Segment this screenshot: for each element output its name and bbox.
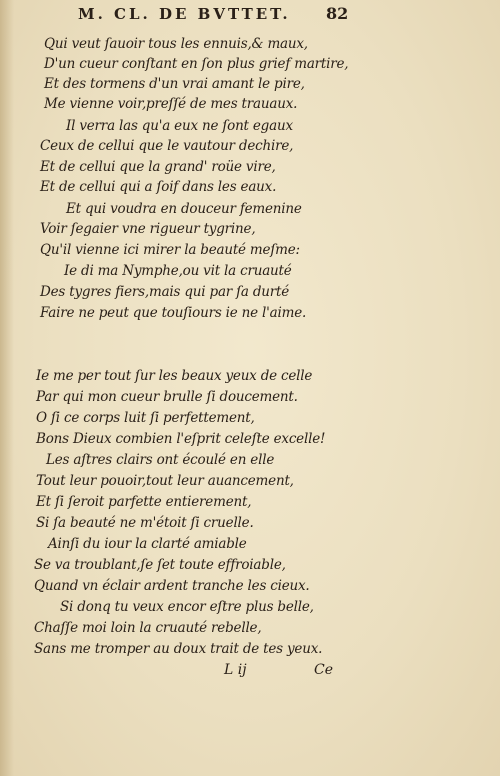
catchword: Ce [314, 662, 333, 678]
verse-line: Et des tormens d'un vrai amant le pire, [44, 76, 305, 92]
verse-line: Par qui mon cueur brulle ſi doucement. [36, 389, 298, 405]
verse-line: Si donq tu veux encor eſtre plus belle, [60, 599, 314, 615]
verse-line: Chaſſe moi loin la cruauté rebelle, [34, 620, 262, 636]
verse-line: Il verra las qu'a eux ne ſont egaux [66, 118, 293, 134]
verse-line: Sans me tromper au doux trait de tes yeux. [34, 641, 323, 657]
verse-line: Quand vn éclair ardent tranche les cieux. [34, 578, 310, 594]
verse-line: Et de cellui qui a ſoif dans les eaux. [40, 179, 277, 195]
verse-line: Les aſtres clairs ont écoulé en elle [46, 452, 275, 468]
verse-line: Ie di ma Nymphe,ou vit la cruauté [64, 263, 292, 279]
verse-line: Et ſi ſeroit parfette entierement, [36, 494, 252, 510]
verse-line: Ceux de cellui que le vautour dechire, [40, 138, 294, 154]
running-title: M. CL. DE BVTTET. [78, 5, 291, 23]
verse-line: Qu'il vienne ici mirer la beauté meſme: [40, 242, 300, 258]
verse-line: Me vienne voir,preſſé de mes trauaux. [44, 96, 298, 112]
verse-line: O ſi ce corps luit ſi perfettement, [36, 410, 255, 426]
verse-line: Si ſa beauté ne m'étoit ſi cruelle. [36, 515, 254, 531]
verse-line: Tout leur pouoir,tout leur auancement, [36, 473, 294, 489]
verse-line: Ie me per tout ſur les beaux yeux de celle [36, 368, 313, 384]
verse-line: Qui veut ſauoir tous les ennuis,& maux, [44, 36, 308, 52]
verse-line: Voir ſegaier vne rigueur tygrine, [40, 221, 256, 237]
signature-mark: L ij [224, 662, 247, 678]
verse-line: Se va troublant,ſe ſet toute effroiable, [34, 557, 286, 573]
verse-line: Et qui voudra en douceur femenine [66, 201, 302, 217]
verse-line: Des tygres fiers,mais qui par ſa durté [40, 284, 290, 300]
verse-line: Bons Dieux combien l'eſprit celeſte excelle! [36, 431, 326, 447]
verse-line: D'un cueur conſtant en ſon plus grief martire, [44, 56, 349, 72]
page-number: 82 [326, 4, 349, 23]
verse-line: Ainſi du iour la clarté amiable [48, 536, 247, 552]
verse-line: Faire ne peut que touſiours ie ne l'aime. [40, 305, 307, 321]
verse-line: Et de cellui que la grand' roüe vire, [40, 159, 276, 175]
page-gutter-shadow [0, 0, 14, 776]
